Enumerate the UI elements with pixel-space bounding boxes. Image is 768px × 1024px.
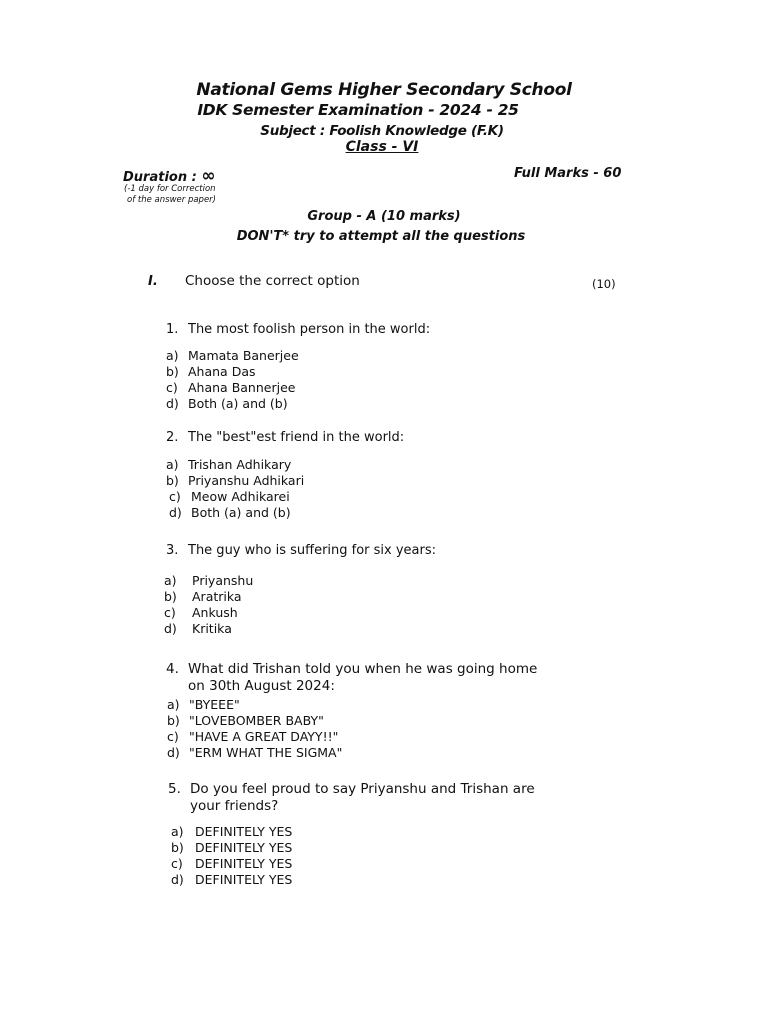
- question-5-options: [171, 824, 292, 888]
- option: [164, 605, 253, 621]
- option-letter: c): [167, 729, 179, 744]
- option-letter: d): [167, 745, 180, 760]
- question-text: What did Trishan told you when he was going home: [188, 661, 538, 677]
- infinity-value: ∞: [201, 166, 215, 186]
- question-text-continued: on 30th August 2024:: [188, 678, 335, 694]
- group-title: Group - A (10 marks): [307, 209, 461, 224]
- question-4: [166, 661, 537, 695]
- question-4-options: [167, 697, 342, 761]
- option-text: Ankush: [192, 605, 238, 620]
- option-text: Aratrika: [192, 589, 242, 604]
- option: [167, 729, 342, 745]
- full-marks: Full Marks - 60: [514, 166, 622, 181]
- class-line: [0, 139, 766, 155]
- option: [166, 348, 299, 364]
- option-text: "ERM WHAT THE SIGMA": [189, 745, 343, 760]
- duration-label: Duration :: [123, 170, 197, 185]
- question-text: Do you feel proud to say Priyanshu and Trishan are: [190, 781, 535, 797]
- section-number: I.: [148, 274, 158, 289]
- option-text: Both (a) and (b): [188, 396, 288, 411]
- subject-line: Subject : Foolish Knowledge (F.K): [260, 123, 504, 139]
- question-1: [166, 322, 430, 337]
- duration-note-line-2: of the answer paper): [127, 195, 216, 205]
- option-letter: d): [171, 872, 184, 887]
- class-text: Class - VI: [345, 139, 419, 155]
- option: [166, 505, 304, 521]
- option-letter: d): [166, 396, 179, 411]
- question-text-continued: your friends?: [190, 798, 279, 814]
- question-5: [168, 781, 535, 815]
- duration-note-line-1: (-1 day for Correction: [124, 184, 216, 194]
- option-text: Trishan Adhikary: [188, 457, 292, 472]
- question-2-options: [166, 457, 304, 521]
- duration-note: [124, 184, 216, 206]
- option-text: Mamata Banerjee: [188, 348, 299, 363]
- option-text: Priyanshu: [192, 573, 254, 588]
- option-letter: d): [164, 621, 177, 636]
- option-letter: c): [169, 489, 181, 504]
- option: [164, 589, 253, 605]
- duration: [123, 166, 215, 186]
- option-text: DEFINITELY YES: [195, 856, 293, 871]
- question-number: 4.: [166, 661, 179, 677]
- option: [166, 396, 299, 412]
- option-letter: b): [167, 713, 180, 728]
- option-letter: a): [167, 697, 180, 712]
- option-text: "LOVEBOMBER BABY": [189, 713, 324, 728]
- option: [171, 824, 292, 840]
- option: [167, 697, 342, 713]
- option: [167, 745, 342, 761]
- option-text: Ahana Bannerjee: [188, 380, 296, 395]
- option-text: Ahana Das: [188, 364, 256, 379]
- option-letter: d): [169, 505, 182, 520]
- option-text: Priyanshu Adhikari: [188, 473, 305, 488]
- option-letter: b): [164, 589, 177, 604]
- question-text: The "best"est friend in the world:: [188, 430, 405, 445]
- question-number: 2.: [166, 430, 179, 445]
- option-text: DEFINITELY YES: [195, 840, 293, 855]
- option: [167, 713, 342, 729]
- question-2: [166, 430, 404, 445]
- section-title: Choose the correct option: [185, 273, 360, 289]
- option-text: DEFINITELY YES: [195, 824, 293, 839]
- question-3-options: [164, 573, 253, 637]
- group-instruction: DON'T* try to attempt all the questions: [236, 229, 526, 244]
- school-name: National Gems Higher Secondary School: [196, 80, 572, 100]
- option-text: "BYEEE": [189, 697, 240, 712]
- question-3: [166, 543, 436, 558]
- option-letter: c): [164, 605, 176, 620]
- option: [171, 840, 292, 856]
- option: [166, 489, 304, 505]
- option: [166, 473, 304, 489]
- option: [171, 872, 292, 888]
- option-text: "HAVE A GREAT DAYY!!": [189, 729, 339, 744]
- section-marks: (10): [592, 277, 616, 291]
- option: [166, 380, 299, 396]
- option-text: Both (a) and (b): [191, 505, 291, 520]
- option-letter: a): [164, 573, 177, 588]
- option: [171, 856, 292, 872]
- option-letter: c): [166, 380, 178, 395]
- question-1-options: [166, 348, 299, 412]
- exam-title: IDK Semester Examination - 2024 - 25: [197, 101, 519, 119]
- question-number: 1.: [166, 322, 179, 337]
- question-text: The guy who is suffering for six years:: [188, 543, 437, 558]
- option-letter: a): [166, 457, 179, 472]
- option-letter: b): [171, 840, 184, 855]
- option-letter: a): [166, 348, 179, 363]
- option-text: DEFINITELY YES: [195, 872, 293, 887]
- option: [166, 457, 304, 473]
- question-number: 3.: [166, 543, 179, 558]
- option-letter: b): [166, 473, 179, 488]
- option: [166, 364, 299, 380]
- option: [164, 573, 253, 589]
- option-letter: a): [171, 824, 184, 839]
- option-text: Meow Adhikarei: [191, 489, 290, 504]
- question-number: 5.: [168, 781, 181, 797]
- option-letter: c): [171, 856, 183, 871]
- option: [164, 621, 253, 637]
- question-text: The most foolish person in the world:: [188, 322, 431, 337]
- option-text: Kritika: [192, 621, 232, 636]
- option-letter: b): [166, 364, 179, 379]
